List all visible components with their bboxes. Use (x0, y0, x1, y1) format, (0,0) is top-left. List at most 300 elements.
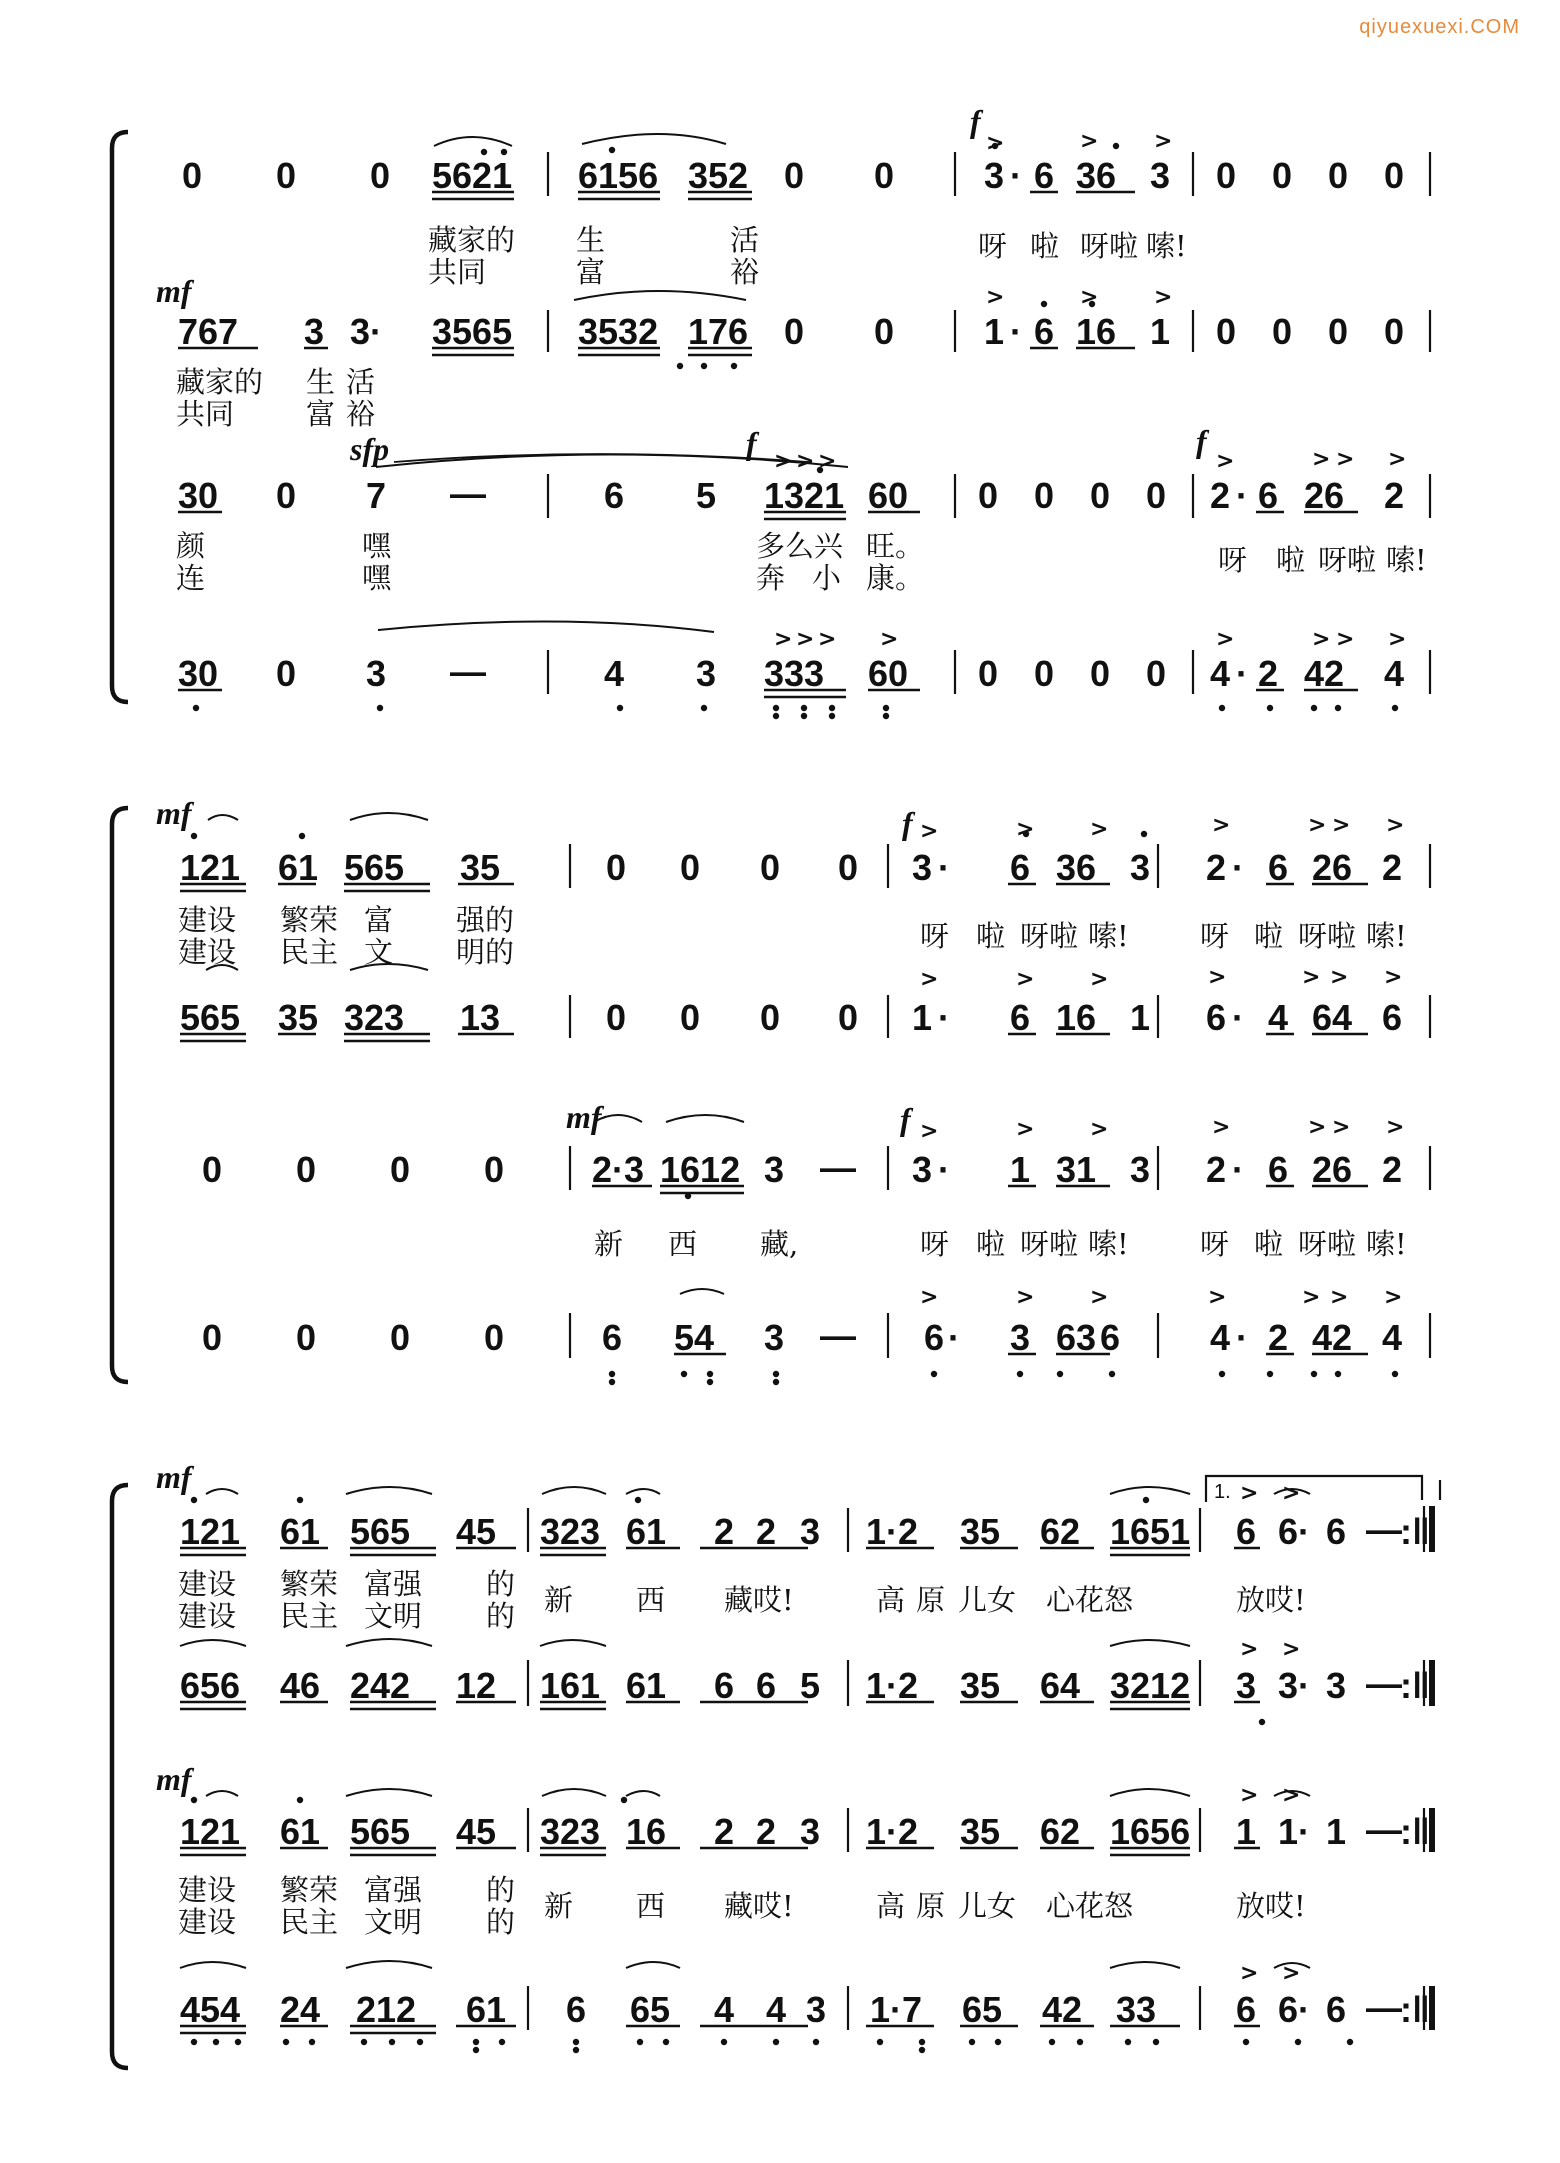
note-group: 3 (764, 1149, 785, 1190)
lyric-syllable: 富强 (364, 1873, 423, 1907)
note-group: · (1232, 1149, 1244, 1190)
dyn-mf: mf (156, 1459, 192, 1495)
accent-marks (774, 129, 1406, 1986)
lyric-syllable: 啦 (976, 1227, 1006, 1261)
lyric-syllable: 活 (730, 223, 760, 257)
lyric-syllable: 嘿 (362, 529, 392, 563)
lyric-syllable: 放哎! (1236, 1889, 1306, 1923)
note-group: 0 (606, 847, 627, 888)
note-group: 65 (962, 1989, 1003, 2030)
note-group: 26 (1312, 1149, 1353, 1190)
lyric-syllable: 富 (576, 255, 606, 289)
dyn-mf: mf (156, 1761, 192, 1797)
lyric-syllable: 啦 (1276, 543, 1306, 577)
lyric-syllable: 嗦! (1146, 229, 1187, 263)
note-group: 0 (606, 997, 627, 1038)
accent-mark: > (1208, 1285, 1227, 1310)
lyric-syllable: 奔 (756, 561, 786, 595)
note-group: 45 (456, 1511, 497, 1552)
note-group: 6 (1268, 847, 1289, 888)
lyric-syllable: 富强 (364, 1567, 423, 1601)
accent-mark: > (1302, 1285, 1321, 1310)
note-group: 26 (1304, 475, 1345, 516)
lyric-syllable: 藏哎! (724, 1889, 794, 1923)
note-group: · (1232, 847, 1244, 888)
note-group: 5621 (432, 155, 513, 196)
lyric-syllable: 心花怒 (1046, 1583, 1134, 1617)
s3-voice-2 (180, 1663, 1430, 1706)
lyric-syllable: 强的 (456, 903, 515, 937)
note-group: 0 (1034, 653, 1055, 694)
note-group: 33 (1116, 1989, 1157, 2030)
duration-underlines (178, 192, 1368, 2033)
note-group: 0 (1384, 311, 1405, 352)
note-group: 54 (674, 1317, 715, 1358)
lyric-syllable: 文明 (364, 1599, 423, 1633)
accent-mark: > (1282, 1961, 1301, 1986)
accent-mark: > (1386, 1115, 1405, 1140)
lyric-syllable: 呀啦 (1080, 229, 1139, 263)
s2-lyrics-2 (594, 1227, 1407, 1261)
note-group: 60 (868, 475, 909, 516)
system-bracket (112, 132, 128, 2068)
note-group: 6 (714, 1665, 735, 1706)
note-group: · (1232, 997, 1244, 1038)
note-group: 65 (630, 1989, 671, 2030)
note-group: 35 (960, 1511, 1001, 1552)
note-group: 6 (1010, 997, 1031, 1038)
note-group: 121 (180, 847, 241, 888)
note-group: 6 (1268, 1149, 1289, 1190)
note-group: 3565 (432, 311, 513, 352)
lyric-syllable: 的 (486, 1873, 516, 1907)
lyric-syllable: 呀 (920, 1227, 950, 1261)
accent-mark: > (796, 449, 815, 474)
lyric-syllable: 呀啦 (1318, 543, 1377, 577)
note-group: 2 (1382, 1149, 1403, 1190)
lyric-syllable: 文 (364, 935, 394, 969)
accent-mark: > (818, 627, 837, 652)
lyric-syllable: 啦 (1254, 1227, 1284, 1261)
note-group: 61 (626, 1665, 667, 1706)
dyn-mf: mf (156, 273, 192, 309)
accent-mark: > (920, 1285, 939, 1310)
accent-mark: > (1154, 285, 1173, 310)
accent-mark: > (1212, 1115, 1231, 1140)
lyric-syllable: 生 (306, 365, 336, 399)
note-group: · (1236, 475, 1248, 516)
note-group: 64 (1312, 997, 1353, 1038)
note-group: 0 (202, 1317, 223, 1358)
note-group: 6 (1100, 1317, 1121, 1358)
note-group: 2 (1268, 1317, 1289, 1358)
s3-voice-3 (180, 1809, 1430, 1852)
note-group: 0 (1146, 653, 1167, 694)
note-group: 3 (984, 155, 1005, 196)
note-group: 30 (178, 475, 219, 516)
accent-mark: > (1282, 1637, 1301, 1662)
note-group: 6 (604, 475, 625, 516)
lyric-syllable: 繁荣 (280, 903, 339, 937)
accent-mark: > (920, 1119, 939, 1144)
accent-mark: > (920, 967, 939, 992)
note-group: 61 (278, 847, 319, 888)
note-group: 0 (202, 1149, 223, 1190)
note-group: 1·7 (870, 1989, 923, 2030)
accent-mark: > (1240, 1783, 1259, 1808)
lyric-syllable: 的 (486, 1567, 516, 1601)
note-group: 161 (540, 1665, 601, 1706)
note-group: 4 (1382, 1317, 1403, 1358)
note-group: 3 (304, 311, 325, 352)
accent-mark: > (1016, 817, 1035, 842)
lyric-syllable: 建设 (178, 1905, 237, 1939)
note-group: 1321 (764, 475, 845, 516)
lyric-syllable: 民主 (280, 1905, 339, 1939)
repeat-sign: :‖ (1400, 1811, 1430, 1852)
note-group: 4 (1210, 1317, 1231, 1358)
lyric-syllable: 新 (544, 1583, 574, 1617)
note-group: 0 (978, 653, 999, 694)
note-group: 3 (1326, 1665, 1347, 1706)
s3-voice-1 (180, 1509, 1430, 1552)
lyric-syllable: 呀 (920, 919, 950, 953)
note-group: 0 (680, 847, 701, 888)
note-group: · (938, 847, 950, 888)
note-group: 0 (838, 997, 859, 1038)
note-group: 2 (714, 1511, 735, 1552)
lyric-syllable: 啦 (1030, 229, 1060, 263)
note-group: 6· (1278, 1989, 1311, 2030)
note-group: · (938, 1149, 950, 1190)
note-group: 6 (1034, 311, 1055, 352)
accent-mark: > (1240, 1481, 1259, 1506)
note-group: 2 (714, 1811, 735, 1852)
s1-lyrics-1 (428, 223, 1187, 289)
note-group: · (938, 997, 950, 1038)
note-group: 6 (602, 1317, 623, 1358)
note-group: 323 (344, 997, 405, 1038)
note-group: 36 (1056, 847, 1097, 888)
note-group: 36 (1076, 155, 1117, 196)
note-group: 3 (366, 653, 387, 694)
s2-voice-4 (202, 1315, 1402, 1358)
lyric-syllable: 民主 (280, 1599, 339, 1633)
accent-mark: > (1384, 965, 1403, 990)
s1-voice-4 (178, 651, 1404, 694)
accent-mark: > (986, 131, 1005, 156)
note-group: 0 (784, 311, 805, 352)
note-group: 35 (278, 997, 319, 1038)
s2-voice-2 (180, 997, 1402, 1038)
note-group: 16 (1056, 997, 1097, 1038)
lyric-syllable: 新 (544, 1889, 574, 1923)
note-group: 6 (756, 1665, 777, 1706)
note-group: 2 (1206, 1149, 1227, 1190)
note-group: 3 (800, 1511, 821, 1552)
s3-voice-4 (180, 1987, 1430, 2030)
lyric-syllable: 建设 (178, 935, 237, 969)
accent-mark: > (1308, 1115, 1327, 1140)
accent-mark: > (774, 627, 793, 652)
note-group: 7 (366, 475, 387, 516)
dyn-f: f (1196, 423, 1207, 459)
note-group: 0 (1328, 155, 1349, 196)
lyric-syllable: 富 (306, 397, 336, 431)
dyn-f: f (902, 805, 913, 841)
accent-mark: > (1216, 627, 1235, 652)
lyric-syllable: 嘿 (362, 561, 392, 595)
note-group: 61 (626, 1511, 667, 1552)
lyric-syllable: 心花怒 (1046, 1889, 1134, 1923)
note-group: 1 (1010, 1149, 1031, 1190)
lyric-syllable: 儿女 (958, 1583, 1017, 1617)
note-group: 0 (390, 1149, 411, 1190)
accent-mark: > (880, 627, 899, 652)
lyric-syllable: 藏家的 (428, 223, 516, 257)
note-group: 1· (1278, 1811, 1311, 1852)
repeat-sign: :‖ (1400, 1665, 1430, 1706)
lyric-syllable: 小 (812, 561, 842, 595)
repeat-sign: :‖ (1400, 1511, 1430, 1552)
s1-voice-2 (178, 311, 1404, 352)
note-group: 121 (180, 1811, 241, 1852)
note-group: 0 (276, 653, 297, 694)
accent-mark: > (1282, 1783, 1301, 1808)
note-group: 42 (1312, 1317, 1353, 1358)
note-group: 42 (1042, 1989, 1083, 2030)
note-group: 0 (1034, 475, 1055, 516)
lyric-syllable: 生 (576, 223, 606, 257)
accent-mark: > (1090, 1117, 1109, 1142)
note-group: 1 (984, 311, 1005, 352)
note-group: 24 (280, 1989, 321, 2030)
accent-mark: > (1312, 447, 1331, 472)
lyric-syllable: 嗦! (1088, 919, 1129, 953)
lyric-syllable: 呀 (1200, 1227, 1230, 1261)
note-group: 6 (1382, 997, 1403, 1038)
note-group: 767 (178, 311, 239, 352)
note-group: 0 (1216, 311, 1237, 352)
note-group: 0 (760, 997, 781, 1038)
note-group: 0 (276, 475, 297, 516)
lyric-syllable: 嗦! (1088, 1227, 1129, 1261)
accent-mark: > (1332, 1115, 1351, 1140)
dyn-sfp: sfp (350, 431, 390, 467)
note-group: 42 (1304, 653, 1345, 694)
lyric-syllable: 明的 (456, 935, 515, 969)
note-group: · (1236, 653, 1248, 694)
accent-mark: > (774, 449, 793, 474)
note-group: 1651 (1110, 1511, 1191, 1552)
lyric-syllable: 文明 (364, 1905, 423, 1939)
note-group: 3 (1236, 1665, 1257, 1706)
note-group: 1656 (1110, 1811, 1191, 1852)
note-group: 0 (1272, 155, 1293, 196)
note-group: 35 (460, 847, 501, 888)
note-group: 1·2 (866, 1811, 919, 1852)
note-group: 3212 (1110, 1665, 1191, 1706)
note-group: 0 (760, 847, 781, 888)
note-group: 352 (688, 155, 749, 196)
lyric-syllable: 高 (876, 1583, 906, 1617)
s2-voice-3 (202, 1147, 1402, 1190)
note-group: 6 (1236, 1511, 1257, 1552)
note-group: 2 (756, 1811, 777, 1852)
note-group: 6· (1278, 1511, 1311, 1552)
note-group: 6 (1236, 1989, 1257, 2030)
rest-dash: — (1366, 1809, 1402, 1850)
note-group: 4 (766, 1989, 787, 2030)
accent-mark: > (818, 449, 837, 474)
note-group: 2 (1258, 653, 1279, 694)
accent-mark: > (1090, 1285, 1109, 1310)
lyric-syllable: 啦 (976, 919, 1006, 953)
accent-mark: > (1154, 129, 1173, 154)
note-group: 565 (350, 1811, 411, 1852)
note-group: 61 (466, 1989, 507, 2030)
lyric-syllable: 颜 (176, 529, 206, 563)
note-group: 3 (764, 1317, 785, 1358)
lyric-syllable: 藏哎! (724, 1583, 794, 1617)
lyric-syllable: 共同 (428, 255, 487, 289)
note-group: 6 (1034, 155, 1055, 196)
dyn-f: f (900, 1101, 911, 1137)
system-1 (176, 155, 1427, 694)
lyric-syllable: 共同 (176, 397, 235, 431)
note-group: · (1010, 311, 1022, 352)
note-group: 0 (838, 847, 859, 888)
note-group: 3532 (578, 311, 659, 352)
note-group: 62 (1040, 1511, 1081, 1552)
lyric-syllable: 西 (668, 1227, 698, 1261)
lyric-syllable: 呀啦 (1298, 919, 1357, 953)
barlines (528, 152, 1430, 2030)
lyric-syllable: 原 (916, 1583, 946, 1617)
lyric-syllable: 繁荣 (280, 1873, 339, 1907)
note-group: 323 (540, 1811, 601, 1852)
lyric-syllable: 呀 (978, 229, 1008, 263)
accent-mark: > (1308, 813, 1327, 838)
note-group: 565 (180, 997, 241, 1038)
accent-mark: > (1016, 1285, 1035, 1310)
accent-mark: > (1080, 129, 1099, 154)
note-group: 0 (978, 475, 999, 516)
note-group: 323 (540, 1511, 601, 1552)
s1-lyrics-2 (176, 365, 375, 431)
lyric-syllable: 连 (176, 561, 206, 595)
lyric-syllable: 啦 (1254, 919, 1284, 953)
lyric-syllable: 新 (594, 1227, 624, 1261)
note-group: · (948, 1317, 960, 1358)
note-group: 2·3 (592, 1149, 645, 1190)
rest-dash: — (450, 651, 486, 692)
note-group: 3· (1278, 1665, 1311, 1706)
note-group: 64 (1040, 1665, 1081, 1706)
note-group: 63 (1056, 1317, 1097, 1358)
note-group: 6 (1326, 1511, 1347, 1552)
note-group: 0 (1216, 155, 1237, 196)
note-group: 656 (180, 1665, 241, 1706)
note-group: 2 (1382, 847, 1403, 888)
lyric-syllable: 呀啦 (1298, 1227, 1357, 1261)
s1-lyrics-3 (176, 529, 1427, 595)
lyric-syllable: 旺。 (866, 529, 925, 563)
note-group: 3 (912, 847, 933, 888)
note-group: 61 (280, 1811, 321, 1852)
note-group: 5 (800, 1665, 821, 1706)
dyn-f: f (746, 425, 757, 461)
note-group: 2 (1206, 847, 1227, 888)
note-group: 3 (912, 1149, 933, 1190)
note-group: 3 (1130, 847, 1151, 888)
lyric-syllable: 建设 (178, 1599, 237, 1633)
note-group: 454 (180, 1989, 241, 2030)
s2-voice-1 (180, 847, 1402, 888)
accent-mark: > (1240, 1961, 1259, 1986)
s1-voice-1 (182, 155, 1404, 196)
lyric-syllable: 藏家的 (176, 365, 264, 399)
accent-mark: > (1208, 965, 1227, 990)
dyn-f: f (970, 103, 981, 139)
note-group: 0 (484, 1317, 505, 1358)
note-group: 565 (344, 847, 405, 888)
note-group: 3 (806, 1989, 827, 2030)
lyric-syllable: 裕 (346, 397, 376, 431)
note-group: 3 (1010, 1317, 1031, 1358)
volta-label: 1. (1214, 1481, 1231, 1503)
s2-lyrics-1 (178, 903, 1407, 969)
dyn-mf: mf (156, 795, 192, 831)
note-group: 2 (1384, 475, 1405, 516)
note-group: 4 (1268, 997, 1289, 1038)
note-group: 0 (370, 155, 391, 196)
note-group: 1612 (660, 1149, 741, 1190)
system-3 (178, 1509, 1430, 2030)
repeat-sign: :‖ (1400, 1989, 1430, 2030)
note-group: 0 (1146, 475, 1167, 516)
lyric-syllable: 呀 (1200, 919, 1230, 953)
accent-mark: > (1016, 967, 1035, 992)
note-group: 3 (696, 653, 717, 694)
note-group: 3 (800, 1811, 821, 1852)
note-group: 6 (1010, 847, 1031, 888)
note-group: 212 (356, 1989, 417, 2030)
lyric-syllable: 建设 (178, 903, 237, 937)
note-group: 176 (688, 311, 749, 352)
s1-voice-3 (178, 473, 1404, 516)
system-2 (178, 847, 1407, 1358)
note-group: 0 (1384, 155, 1405, 196)
watermark: qiyuexuexi.COM (1359, 16, 1520, 38)
repeat-barline (1424, 1506, 1432, 2030)
accent-mark: > (1330, 1285, 1349, 1310)
note-group: 45 (456, 1811, 497, 1852)
note-group: 121 (180, 1511, 241, 1552)
accent-mark: > (1090, 967, 1109, 992)
note-group: 0 (182, 155, 203, 196)
note-group: 1 (1150, 311, 1171, 352)
lyric-syllable: 儿女 (958, 1889, 1017, 1923)
rest-dash: — (820, 1315, 856, 1356)
lyric-syllable: 繁荣 (280, 1567, 339, 1601)
s3-lyrics-2 (178, 1873, 1306, 1939)
accent-mark: > (1330, 965, 1349, 990)
note-group: 12 (456, 1665, 497, 1706)
note-group: 1 (1326, 1811, 1347, 1852)
note-group: 4 (1384, 653, 1405, 694)
lyric-syllable: 建设 (178, 1873, 237, 1907)
